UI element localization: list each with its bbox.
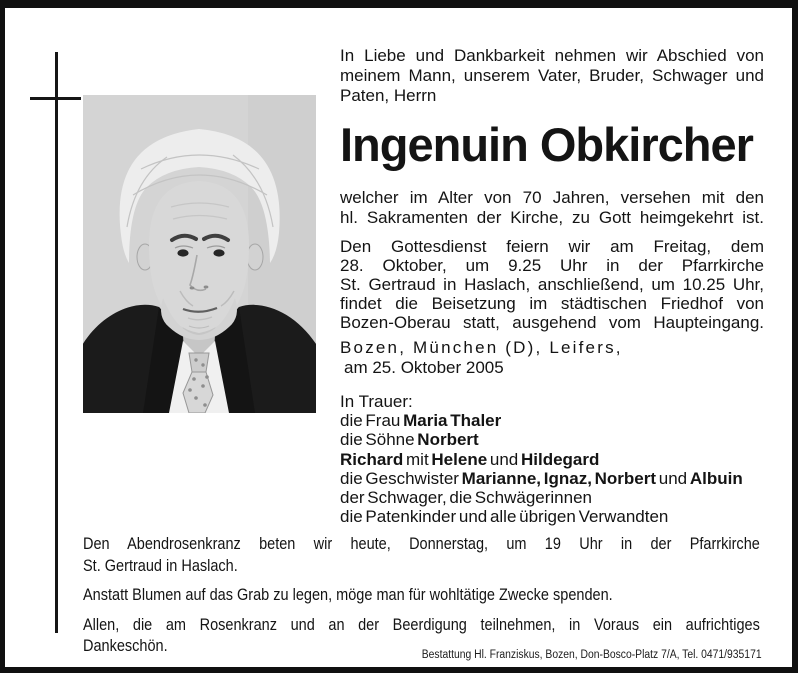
text-line: In Liebe und Dankbarkeit nehmen wir Abschied von bbox=[340, 46, 764, 65]
text-line: Dankeschön. bbox=[83, 637, 168, 655]
memorial-cross-icon bbox=[55, 52, 58, 633]
notices-inner bbox=[83, 534, 760, 658]
intro-text bbox=[340, 46, 764, 106]
mourner-relation: die Frau bbox=[340, 411, 404, 430]
text-line: St. Gertraud in Haslach, anschließend, um 10.25 Uhr, bbox=[340, 275, 764, 294]
mourner-relation: und bbox=[656, 468, 690, 488]
mourner-relation: der Schwager, die Schwägerinnen bbox=[340, 488, 592, 508]
mourners-list bbox=[340, 411, 764, 527]
mourner-line bbox=[340, 507, 764, 526]
dateline bbox=[340, 338, 764, 378]
dateline-places: Bozen, München (D), Leifers, bbox=[340, 338, 623, 357]
text-line: Bozen-Oberau statt, ausgehend vom Haupteingang. bbox=[340, 313, 764, 332]
funeral-home-footer: Bestattung Hl. Franziskus, Bozen, Don-Bosco-Platz 7/A, Tel. 0471/935171 bbox=[422, 649, 762, 661]
mourner-relation: und bbox=[487, 449, 521, 469]
text-line: welcher im Alter von 70 Jahren, versehen mit den bbox=[340, 188, 764, 207]
mourner-name: Richard bbox=[340, 449, 404, 469]
passing-text bbox=[340, 188, 764, 228]
portrait-photo bbox=[83, 95, 316, 413]
mourner-name: Helene bbox=[431, 449, 488, 469]
notices-section bbox=[83, 534, 800, 666]
text-line: St. Gertraud in Haslach. bbox=[83, 556, 238, 575]
mourner-name: Hildegard bbox=[520, 449, 600, 469]
text-line: Paten, Herrn bbox=[340, 86, 437, 105]
text-line: Den Gottesdienst feiern wir am Freitag, dem bbox=[340, 237, 764, 256]
mourner-relation: die Patenkinder und alle übrigen Verwandten bbox=[340, 507, 669, 527]
mourner-relation: die Geschwister bbox=[340, 468, 462, 488]
text-line: 28. Oktober, um 9.25 Uhr in der Pfarrkirche bbox=[340, 256, 764, 275]
text-line: Allen, die am Rosenkranz und an der Beerdigung teilnehmen, in Voraus ein aufrichtiges bbox=[83, 615, 760, 634]
mourner-line bbox=[340, 488, 764, 507]
notice-paragraph bbox=[83, 534, 760, 577]
notice-paragraph bbox=[83, 585, 760, 607]
text-line: Den Abendrosenkranz beten wir heute, Donnerstag, um 19 Uhr in der Pfarrkirche bbox=[83, 535, 760, 553]
mourner-relation: die Söhne bbox=[340, 430, 418, 450]
mourner-line bbox=[340, 411, 764, 430]
memorial-cross-bar-icon bbox=[30, 97, 81, 100]
funeral-service-text bbox=[340, 237, 764, 332]
mourning-label: In Trauer: bbox=[340, 392, 413, 411]
text-line: findet die Beisetzung im städtischen Friedhof von bbox=[340, 294, 764, 313]
mourner-name: Albuin bbox=[689, 468, 743, 488]
deceased-portrait-illustration bbox=[83, 95, 316, 413]
announcement-column bbox=[340, 46, 764, 527]
mourner-line bbox=[340, 450, 764, 469]
mourner-relation: mit bbox=[403, 449, 432, 469]
text-line: hl. Sakramenten der Kirche, zu Gott heimgekehrt ist. bbox=[340, 208, 764, 227]
mourner-line bbox=[340, 430, 764, 449]
mourner-name: Norbert bbox=[417, 430, 479, 450]
mourner-line bbox=[340, 469, 764, 488]
mourner-name: Marianne, Ignaz, Norbert bbox=[461, 468, 657, 488]
text-line: meinem Mann, unserem Vater, Bruder, Schwager und bbox=[340, 66, 764, 85]
deceased-name: Ingenuin Obkircher bbox=[340, 118, 753, 171]
mourner-name: Maria Thaler bbox=[403, 411, 502, 430]
dateline-date: am 25. Oktober 2005 bbox=[344, 358, 504, 377]
text-line: Anstatt Blumen auf das Grab zu legen, möge man für wohltätige Zwecke spenden. bbox=[83, 586, 613, 604]
